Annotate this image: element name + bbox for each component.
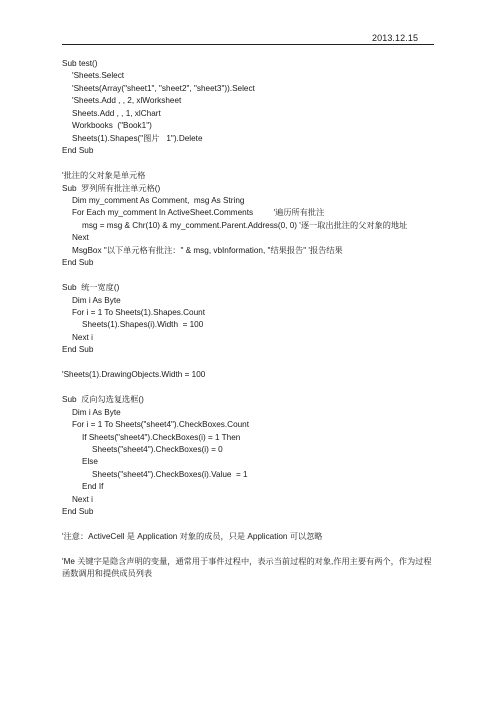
document-body bbox=[62, 58, 434, 581]
header-date: 2013.12.15 bbox=[372, 33, 419, 43]
code-line: 'Me 关键字是隐含声明的变量，通常用于事件过程中，表示当前过程的对象,作用主要有两个，作为过程函数调用和提供成员列表 bbox=[62, 557, 432, 579]
blank-line bbox=[62, 158, 434, 170]
code-line: Sheets("sheet4").CheckBoxes(i) = 0 bbox=[92, 444, 223, 454]
code-line: Sheets(1).Shapes("图片 1").Delete bbox=[72, 133, 203, 143]
code-line: Dim i As Byte bbox=[72, 295, 121, 305]
code-line: Sheets.Add , , 1, xlChart bbox=[72, 108, 161, 118]
code-line: Else bbox=[82, 457, 98, 467]
code-line: '批注的父对象是单元格 bbox=[62, 171, 146, 181]
code-line: Workbooks ("Book1") bbox=[72, 121, 152, 131]
code-line: 'Sheets.Add , , 2, xlWorksheet bbox=[72, 96, 182, 106]
code-line: msg = msg & Chr(10) & my_comment.Parent.Address(0, 0) '逐一取出批注的父对象的地址 bbox=[82, 220, 408, 230]
code-line: MsgBox "以下单元格有批注：" & msg, vbInformation, "结果报告" '报告结果 bbox=[72, 245, 343, 255]
code-line: 'Sheets(1).DrawingObjects.Width = 100 bbox=[62, 370, 206, 380]
code-line: Dim i As Byte bbox=[72, 407, 121, 417]
code-line: End Sub bbox=[62, 345, 94, 355]
code-line: Sub 统一宽度() bbox=[62, 283, 120, 293]
code-line: Next bbox=[72, 233, 89, 243]
code-line: Dim my_comment As Comment, msg As String bbox=[72, 195, 245, 205]
blank-line bbox=[62, 519, 434, 531]
code-line: Sub 反向勾选复选框() bbox=[62, 395, 144, 405]
code-line: End Sub bbox=[62, 258, 94, 268]
code-line: Sub test() bbox=[62, 59, 98, 68]
code-line: Sub 罗列所有批注单元格() bbox=[62, 183, 161, 193]
code-line: Sheets(1).Shapes(i).Width = 100 bbox=[82, 320, 204, 330]
code-line: If Sheets("sheet4").CheckBoxes(i) = 1 Then bbox=[82, 432, 241, 442]
code-line: For i = 1 To Sheets(1).Shapes.Count bbox=[72, 308, 205, 318]
code-line: For Each my_comment In ActiveSheet.Comments '遍历所有批注 bbox=[72, 208, 325, 218]
code-line: 'Sheets.Select bbox=[72, 71, 125, 81]
blank-line bbox=[62, 382, 434, 394]
code-line: Sheets("sheet4").CheckBoxes(i).Value = 1 bbox=[92, 469, 248, 479]
code-line: End If bbox=[82, 482, 104, 492]
code-line: Next i bbox=[72, 494, 93, 504]
code-line: End Sub bbox=[62, 146, 94, 156]
code-line: Next i bbox=[72, 332, 93, 342]
header-rule bbox=[62, 44, 434, 45]
blank-line bbox=[62, 270, 434, 282]
blank-line bbox=[62, 544, 434, 556]
code-line: End Sub bbox=[62, 507, 94, 517]
code-line: '注意：ActiveCell 是 Application 对象的成员，只是 Application 可以忽略 bbox=[62, 532, 323, 542]
code-line: For i = 1 To Sheets("sheet4").CheckBoxes.Count bbox=[72, 420, 250, 430]
code-line: 'Sheets(Array("sheet1", "sheet2", "sheet3")).Select bbox=[72, 83, 255, 93]
blank-line bbox=[62, 357, 434, 369]
